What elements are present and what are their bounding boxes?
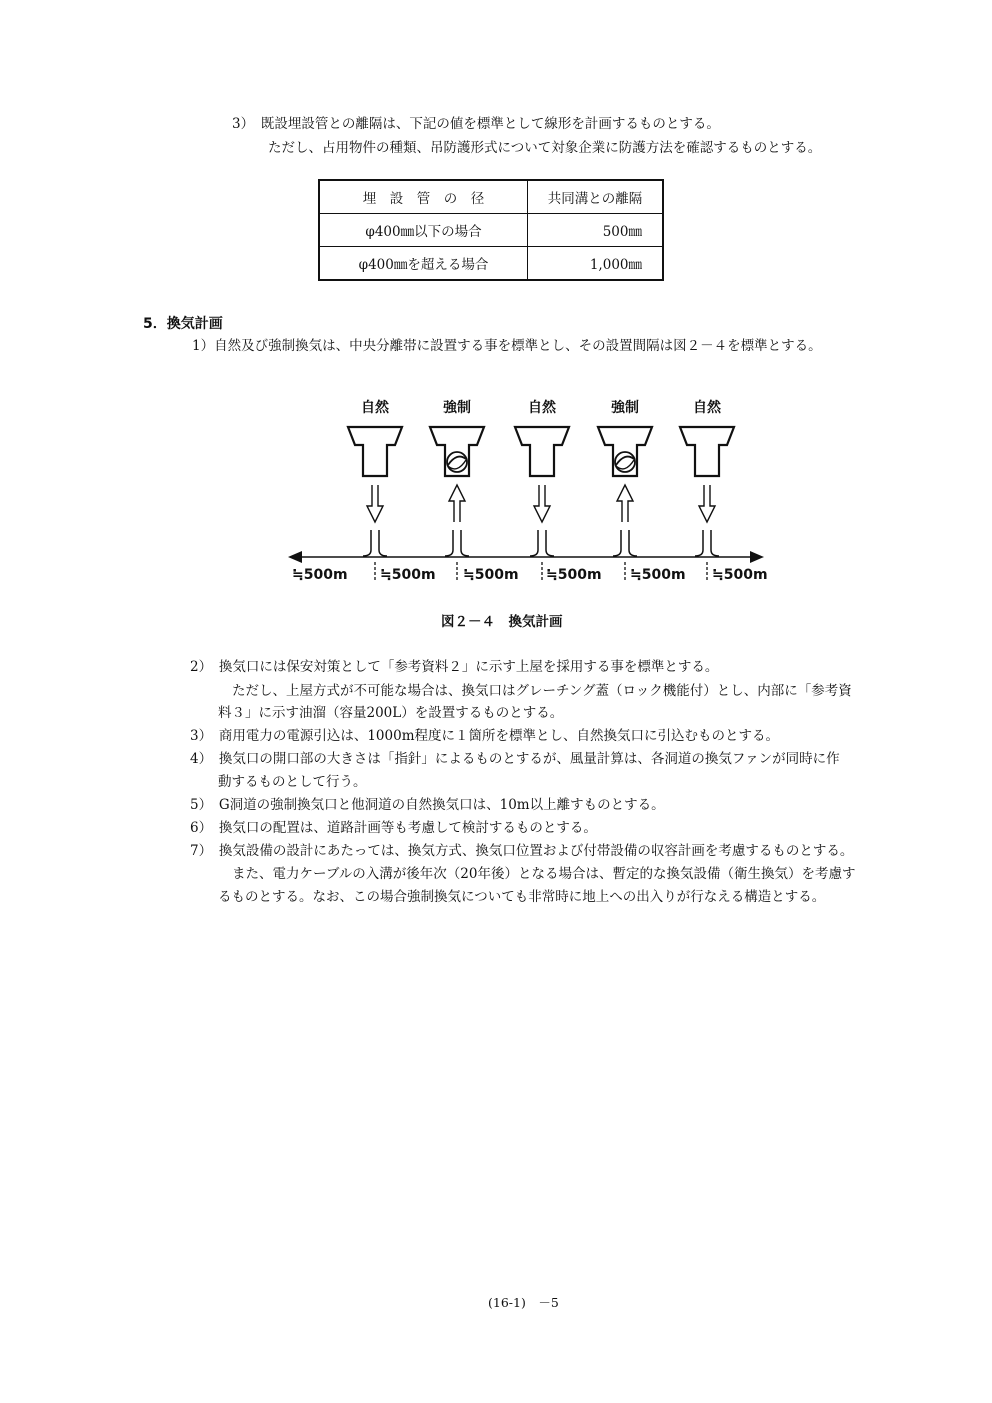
table-header-diameter: 埋 設 管 の 径 [319, 180, 528, 214]
spacing-label: ≒500m [546, 567, 602, 583]
air-exhaust-arrow [449, 485, 465, 522]
table-row [319, 247, 663, 281]
left-arrowhead [288, 551, 302, 563]
table-cell: 500㎜ [528, 214, 664, 247]
section3-line2: ただし、占用物件の種類、吊防護形式について対象企業に防護方法を確認するものとする。 [268, 140, 822, 156]
air-intake-arrow [699, 485, 715, 522]
table-header-separation: 共同溝との離隔 [528, 180, 664, 214]
spacing-label: ≒500m [380, 567, 436, 583]
table-cell: φ400㎜を超える場合 [319, 247, 528, 281]
figure-caption: 図２－４ 換気計画 [441, 614, 563, 630]
section5-item1: 1）自然及び強制換気は、中央分離帯に設置する事を標準とし、その設置間隔は図２－４を標準とする。 [192, 338, 822, 354]
spacing-label: ≒500m [630, 567, 686, 583]
item-7-line2: また、電力ケーブルの入溝が後年次（20年後）となる場合は、暫定的な換気設備（衛生換気）を考慮す [232, 866, 856, 882]
item-2-line2: ただし、上屋方式が不可能な場合は、換気口はグレーチング蓋（ロック機能付）とし、内部に「参考資 [232, 683, 852, 699]
natural-vent-housing [680, 427, 734, 476]
ventilation-diagram [280, 390, 772, 595]
table-header-row [319, 180, 663, 214]
natural-vent-housing [515, 427, 569, 476]
spacing-label: ≒500m [292, 567, 348, 583]
item-6-line1: 6） 換気口の配置は、道路計画等も考慮して検討するものとする。 [190, 820, 597, 836]
vent-type-label: 自然 [361, 400, 389, 416]
item-3-line1: 3） 商用電力の電源引込は、1000m程度に１箇所を標準とし、自然換気口に引込むものとする。 [190, 728, 779, 744]
item-4-line2: 動するものとして行う。 [218, 774, 367, 790]
item-7-line3: るものとする。なお、この場合強制換気についても非常時に地上への出入りが行なえる構造とする。 [218, 889, 826, 905]
item-5-line1: 5） G洞道の強制換気口と他洞道の自然換気口は、10m以上離すものとする。 [190, 797, 665, 813]
item-2-line1: 2） 換気口には保安対策として「参考資料２」に示す上屋を採用する事を標準とする。 [190, 659, 719, 675]
item-4-line1: 4） 換気口の開口部の大きさは「指針」によるものとするが、風量計算は、各洞道の換気ファンが同時に作 [190, 751, 840, 767]
air-exhaust-arrow [617, 485, 633, 522]
separation-table [318, 179, 664, 281]
item-7-line1: 7） 換気設備の設計にあたっては、換気方式、換気口位置および付帯設備の収容計画を考慮するものとする。 [190, 843, 854, 859]
right-arrowhead [750, 551, 764, 563]
spacing-label: ≒500m [463, 567, 519, 583]
spacing-label: ≒500m [712, 567, 768, 583]
table-cell: φ400㎜以下の場合 [319, 214, 528, 247]
section3-line1: 3） 既設埋設管との離隔は、下記の値を標準として線形を計画するものとする。 [232, 116, 720, 132]
page-number: (16-1) －5 [488, 1295, 559, 1310]
air-intake-arrow [534, 485, 550, 522]
air-intake-arrow [367, 485, 383, 522]
table-cell: 1,000㎜ [528, 247, 664, 281]
vent-type-label: 自然 [528, 400, 556, 416]
table-row [319, 214, 663, 247]
natural-vent-housing [348, 427, 402, 476]
item-2-line3: 料３」に示す油溜（容量200L）を設置するものとする。 [218, 705, 564, 721]
section5-heading: 5．換気計画 [143, 316, 223, 332]
vent-type-label: 自然 [693, 400, 721, 416]
vent-type-label: 強制 [443, 400, 471, 416]
vent-type-label: 強制 [611, 400, 639, 416]
